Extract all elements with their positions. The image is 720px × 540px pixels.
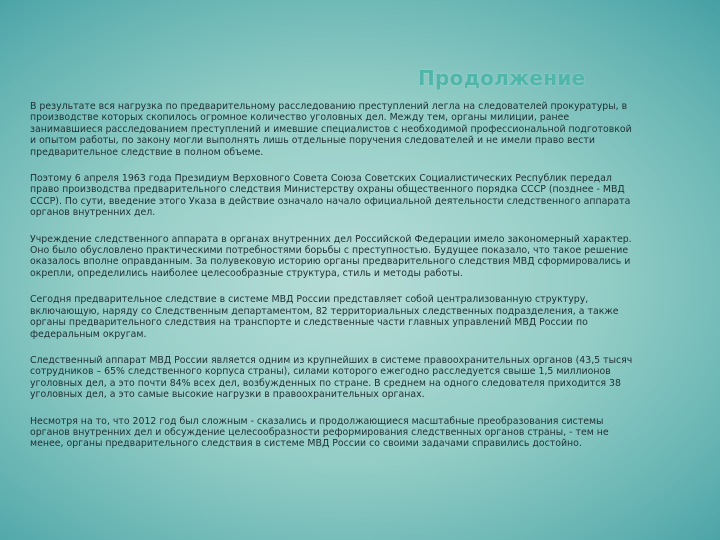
paragraph-5: Следственный аппарат МВД России является одним из крупнейших в системе правоохранительных органов (43,5 тысяч сотрудников – 65% следственного корпуса страны), силами которого ежегодно расследуется свыше 1,5 миллионов уголовных дел, а это почти 84% всех дел, возбужденных по стране. В среднем на одного следователя приходится 38 уголовных дел, а это самые высокие нагрузки в правоохранительных органах. [30, 354, 633, 401]
paragraph-4: Сегодня предварительное следствие в системе МВД России представляет собой централизованную структуру, включающую, наряду со Следственным департаментом, 82 территориальных следственных подразделения, а также органы предварительного следствия на транспорте и следственные части главных управлений МВД России по федеральным округам. [30, 294, 619, 340]
slide-body [30, 101, 638, 465]
paragraph-6: Несмотря на то, что 2012 год был сложным - сказались и продолжающиеся масштабные преобразования системы органов внутренних дел и обсуждение целесообразности реформирования следственных органов страны, - тем не менее, органы предварительного следствия в системе МВД России со своими задачами справились достойно. [30, 415, 609, 450]
slide-title: Продолжение [418, 66, 586, 90]
paragraph-2: Поэтому 6 апреля 1963 года Президиум Верховного Совета Союза Советских Социалистических Республик передал право производства предварительного следствия Министерству охраны общественного порядка СССР (позднее - МВД СССР). По сути, введение этого Указа в действие означало начало официальной деятельности следственного аппарата органов внутренних дел. [30, 173, 631, 219]
paragraph-1: В результате вся нагрузка по предварительному расследованию преступлений легла на следователей прокуратуры, в производстве которых скопилось огромное количество уголовных дел. Между тем, органы милиции, ранее занимавшиеся расследованием преступлений и имевшие специалистов с необходимой профессиональной подготовкой и опытом работы, по закону могли выполнять лишь отдельные поручения следователей и не имели право вести предварительное следствие в полном объеме. [30, 101, 632, 158]
paragraph-3: Учреждение следственного аппарата в органах внутренних дел Российской Федерации имело закономерный характер. Оно было обусловлено практическими потребностями борьбы с преступностью. Будущее показало, что такое решение оказалось вполне оправданным. За полувековую историю органы предварительного следствия МВД сформировались и окрепли, определились наиболее целесообразные структура, стиль и методы работы. [30, 233, 632, 279]
